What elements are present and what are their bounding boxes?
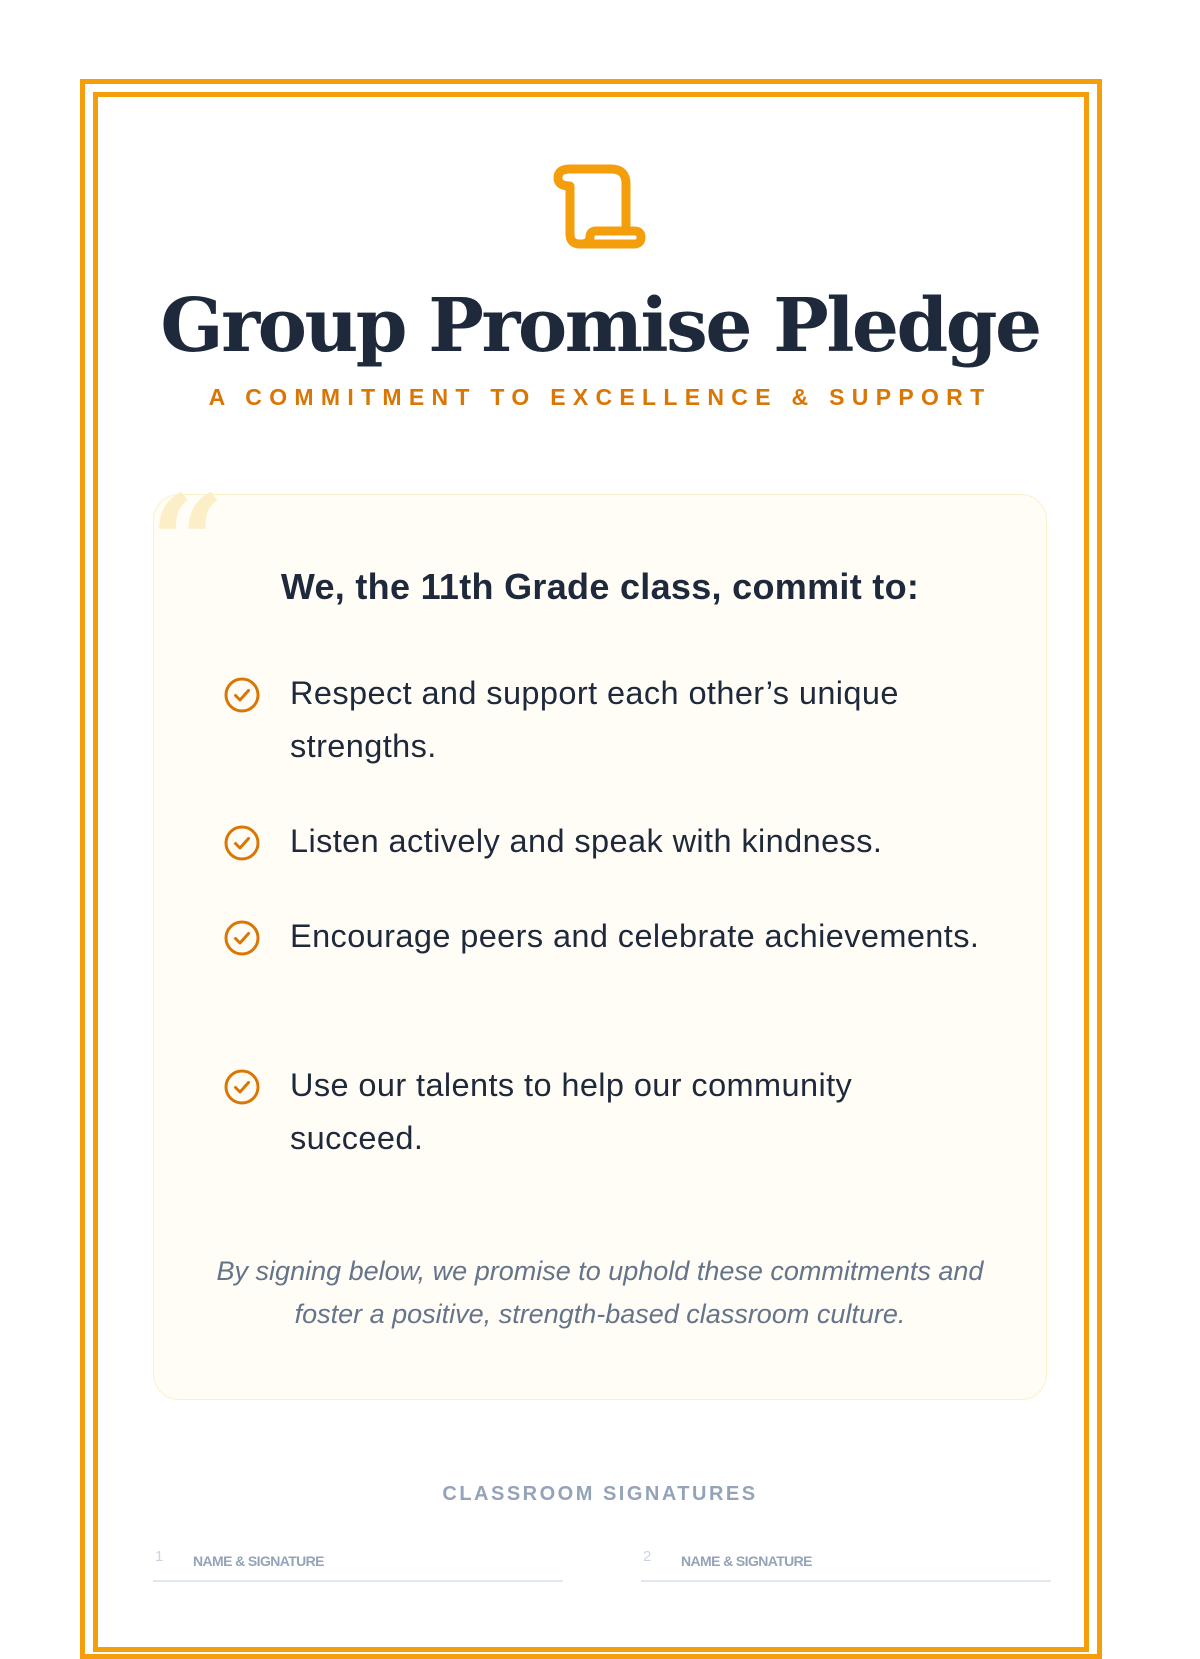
signature-line[interactable] <box>153 1548 563 1582</box>
signature-label: NAME & SIGNATURE <box>681 1553 812 1569</box>
pledge-item-text: Encourage peers and celebrate achievements. <box>290 918 980 954</box>
pledge-intro: We, the 11th Grade class, commit to: <box>280 566 920 607</box>
check-circle-icon <box>222 918 262 958</box>
scroll-icon <box>550 160 650 252</box>
page-subtitle: A COMMITMENT TO EXCELLENCE & SUPPORT <box>208 384 992 410</box>
signature-number: 1 <box>155 1548 164 1565</box>
check-circle-icon <box>222 675 262 715</box>
check-circle-icon <box>222 823 262 863</box>
signature-label: NAME & SIGNATURE <box>193 1553 324 1569</box>
quote-mark: “ <box>150 466 225 619</box>
pledge-item-text: Use our talents to help our community succeed. <box>290 1067 853 1156</box>
pledge-closing: By signing below, we promise to uphold these commitments and foster a positive, strength-based classroom culture. <box>216 1256 984 1329</box>
page-title: Group Promise Pledge <box>160 283 1040 369</box>
signature-line[interactable] <box>641 1548 1051 1582</box>
pledge-item-text: Respect and support each other’s unique strengths. <box>290 675 899 764</box>
check-circle-icon <box>222 1067 262 1107</box>
signature-number: 2 <box>643 1548 652 1565</box>
pledge-item-text: Listen actively and speak with kindness. <box>290 823 883 859</box>
signatures-heading: CLASSROOM SIGNATURES <box>442 1483 758 1505</box>
